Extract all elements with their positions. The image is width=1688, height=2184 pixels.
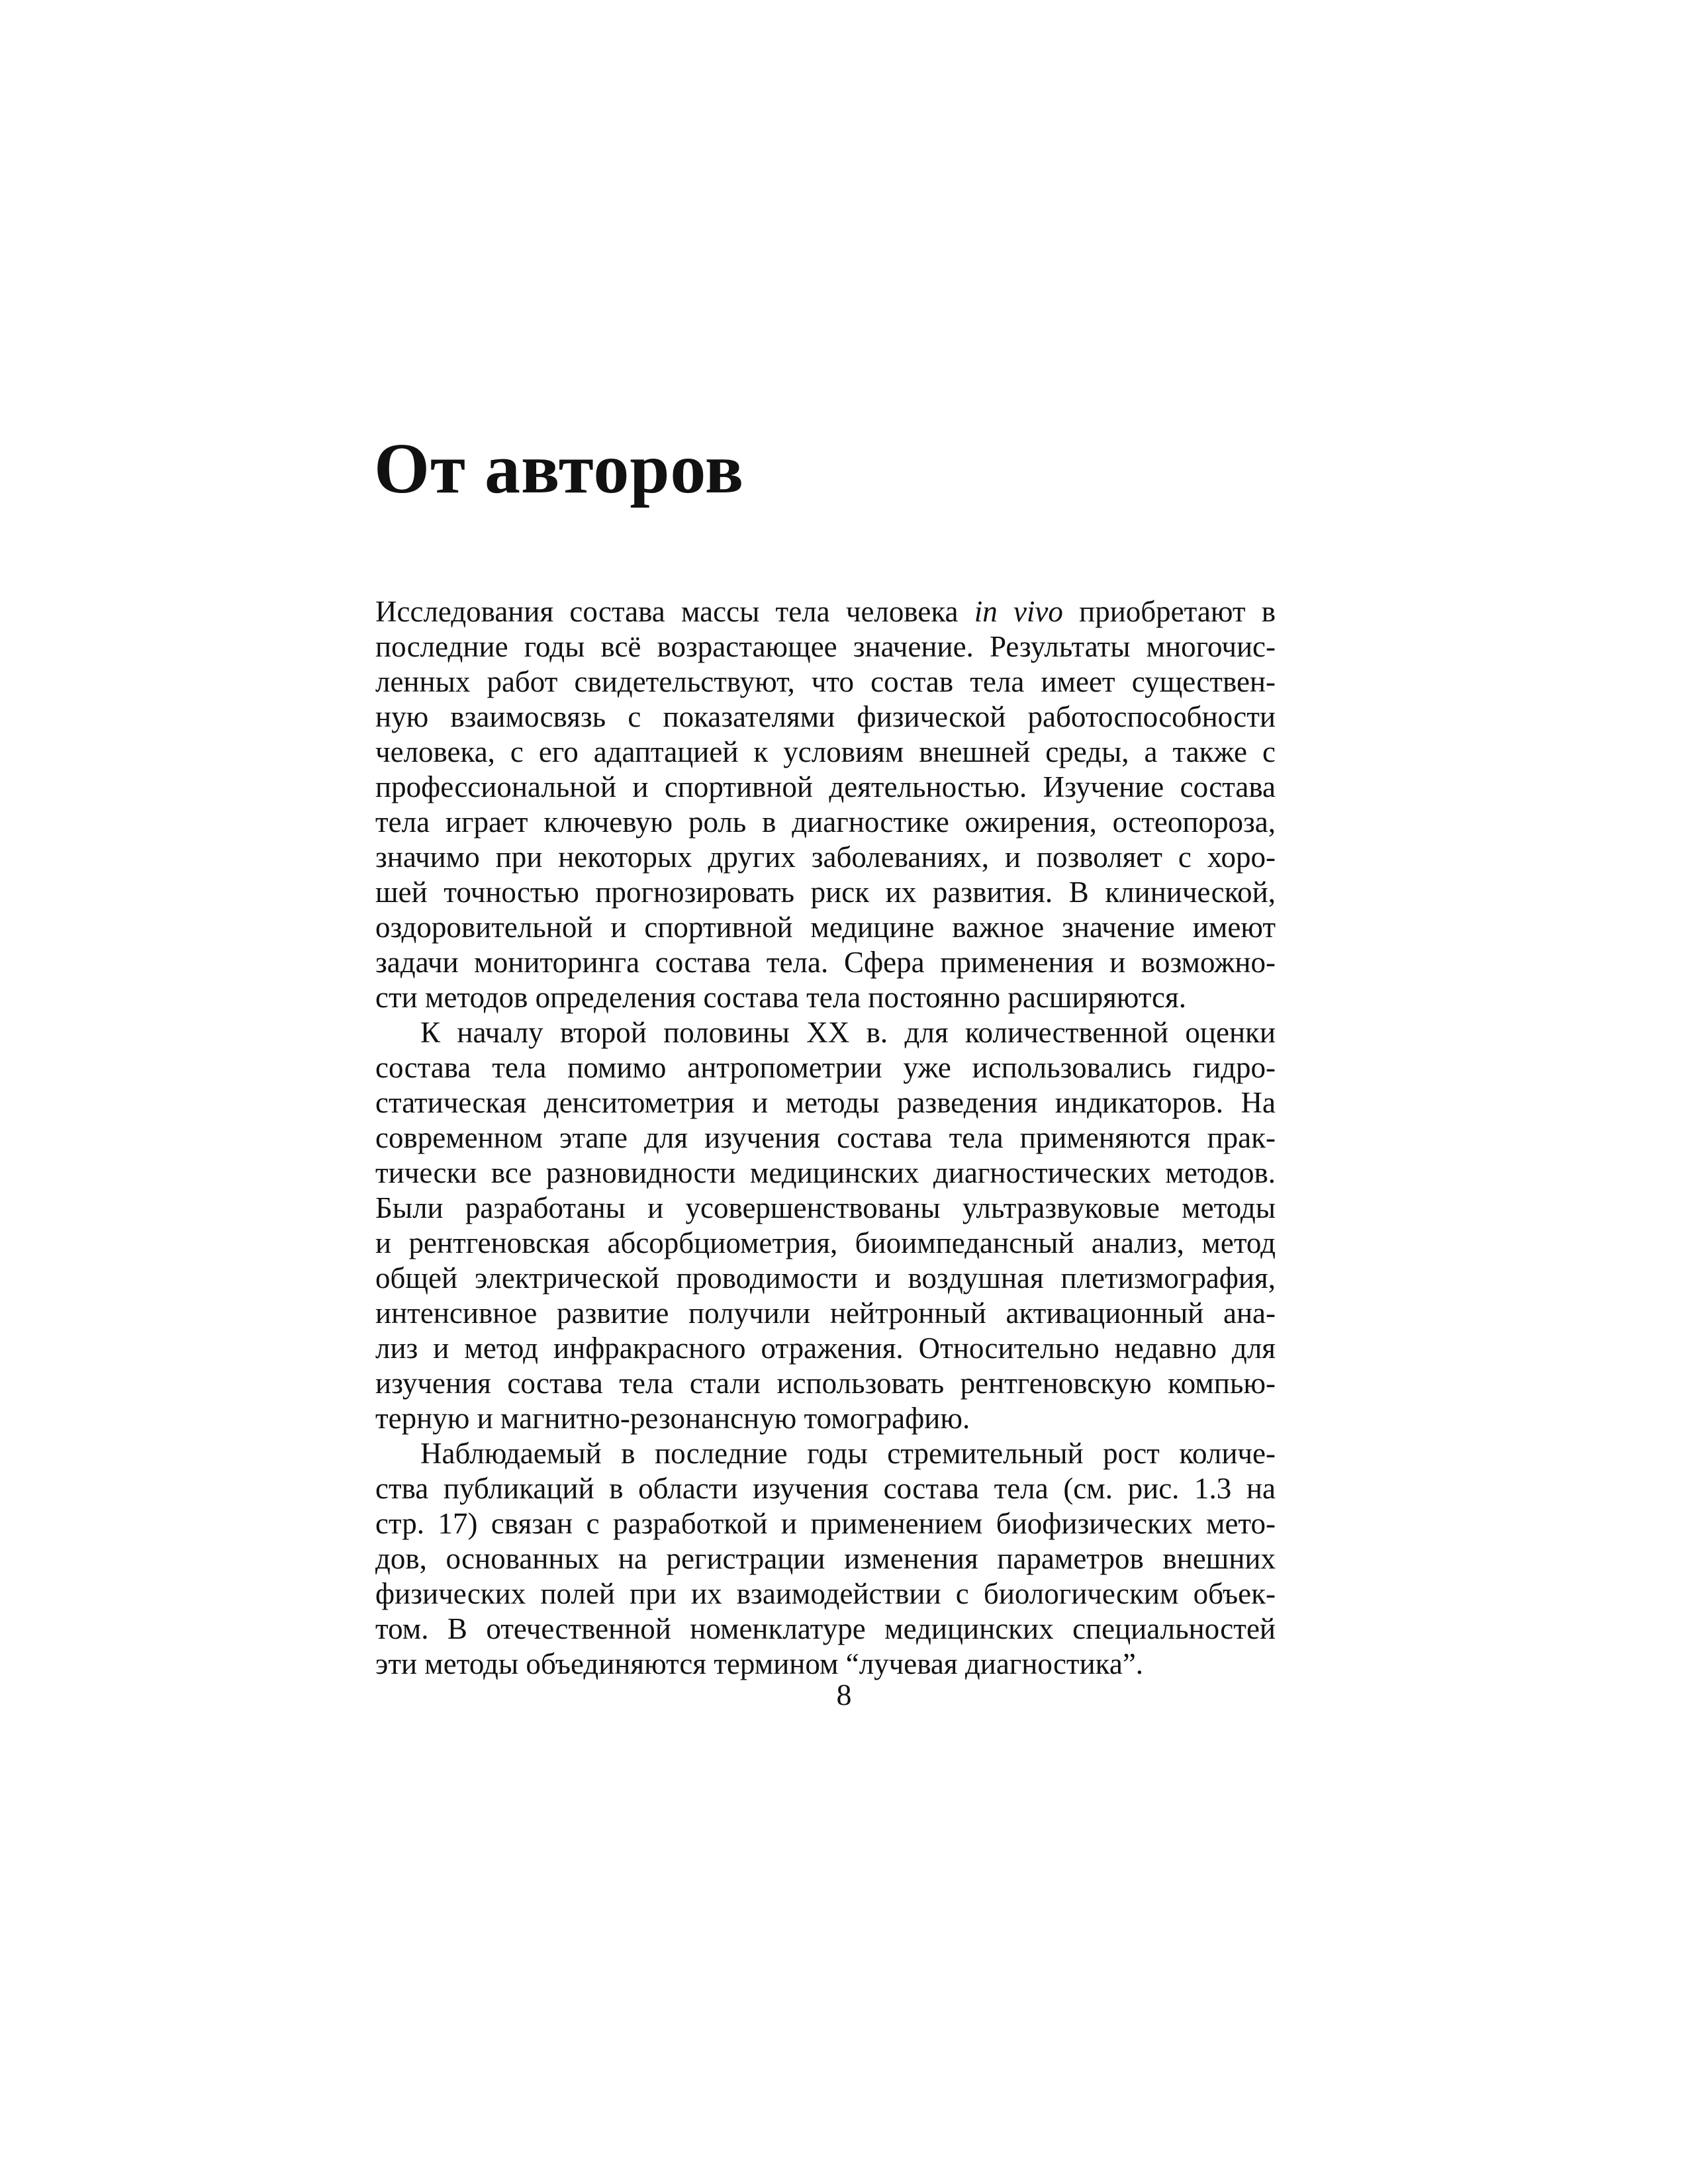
italic-term: in vivo — [974, 595, 1063, 628]
text-line: и рентгеновская абсорбциометрия, биоимпедансный анализ, метод — [375, 1226, 1276, 1259]
text-run: приобретают в — [1062, 595, 1276, 628]
text-line: физических полей при их взаимодействии с биологическим объек- — [375, 1577, 1276, 1610]
text-line: шей точностью прогнозировать риск их развития. В клинической, — [375, 876, 1276, 909]
paragraph — [375, 1436, 1276, 1682]
text-line: тически все разновидности медицинских диагностических методов. — [375, 1156, 1276, 1189]
text-line: последние годы всё возрастающее значение. Результаты многочис- — [375, 630, 1276, 663]
text-line: статическая денситометрия и методы разведения индикаторов. На — [375, 1086, 1276, 1119]
text-line: лиз и метод инфракрасного отражения. Относительно недавно для — [375, 1332, 1276, 1365]
text-line: дов, основанных на регистрации изменения параметров внешних — [375, 1542, 1276, 1575]
page-title: От авторов — [374, 430, 745, 508]
text-line: сти методов определения состава тела постоянно расширяются. — [375, 981, 1186, 1014]
text-line: ную взаимосвязь с показателями физической работоспособности — [375, 700, 1276, 733]
text-line: современном этапе для изучения состава тела применяются прак- — [375, 1121, 1276, 1154]
body-text — [375, 594, 1276, 1682]
text-line: терную и магнитно-резонансную томографию. — [375, 1402, 970, 1435]
text-line: К началу второй половины XX в. для количественной оценки — [420, 1016, 1276, 1049]
paragraph — [375, 594, 1276, 1015]
text-line: ства публикаций в области изучения состава тела (см. рис. 1.3 на — [375, 1472, 1276, 1505]
text-line: задачи мониторинга состава тела. Сфера применения и возможно- — [375, 946, 1276, 979]
text-line — [375, 594, 1276, 629]
text-line: Были разработаны и усовершенствованы ультразвуковые методы — [375, 1191, 1276, 1224]
text-line: значимо при некоторых других заболеваниях, и позволяет с хоро- — [375, 841, 1276, 874]
text-line: стр. 17) связан с разработкой и применением биофизических мето- — [375, 1507, 1276, 1540]
text-line: Наблюдаемый в последние годы стремительный рост количе- — [420, 1437, 1276, 1470]
text-line: состава тела помимо антропометрии уже использовались гидро- — [375, 1051, 1276, 1084]
paragraph — [375, 1015, 1276, 1436]
text-line: общей электрической проводимости и воздушная плетизмография, — [375, 1261, 1276, 1295]
text-run: Исследования состава массы тела человека — [375, 595, 974, 628]
text-line: эти методы объединяются термином “лучевая диагностика”. — [375, 1647, 1144, 1680]
text-line: человека, с его адаптацией к условиям внешней среды, а также с — [375, 735, 1276, 768]
text-line: интенсивное развитие получили нейтронный активационный ана- — [375, 1297, 1276, 1330]
text-line: изучения состава тела стали использовать рентгеновскую компью- — [375, 1367, 1276, 1400]
text-line: оздоровительной и спортивной медицине важное значение имеют — [375, 911, 1276, 944]
text-line: тела играет ключевую роль в диагностике ожирения, остеопороза, — [375, 805, 1276, 839]
text-line: ленных работ свидетельствуют, что состав тела имеет существен- — [375, 665, 1276, 698]
page-number: 8 — [836, 1678, 852, 1711]
text-line: том. В отечественной номенклатуре медицинских специальностей — [375, 1612, 1276, 1645]
text-line: профессиональной и спортивной деятельностью. Изучение состава — [375, 770, 1276, 803]
